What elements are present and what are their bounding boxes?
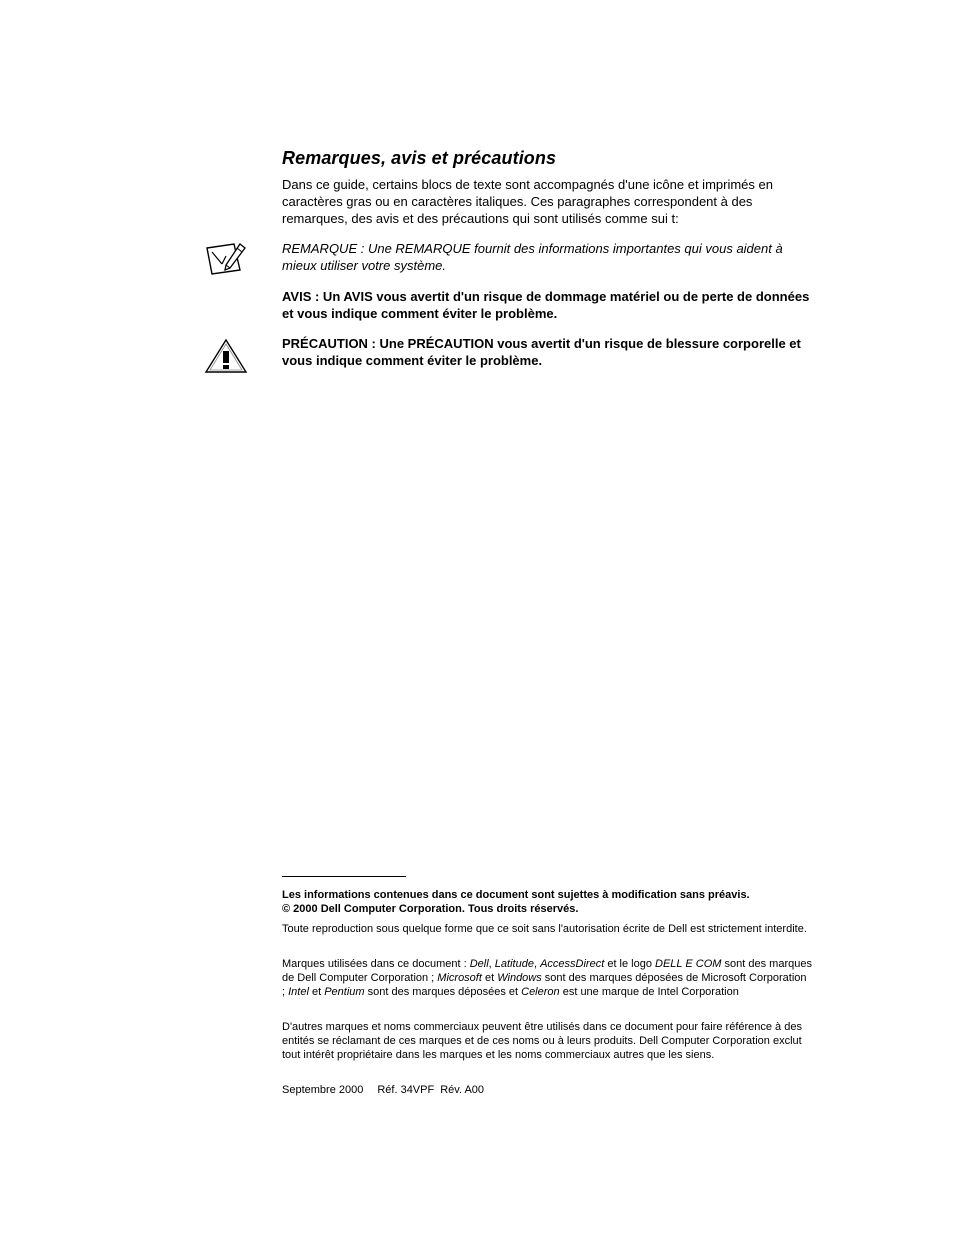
caution-triangle-icon bbox=[204, 338, 248, 374]
trademark-microsoft: Microsoft bbox=[437, 972, 482, 984]
trademark-text: sont des marques déposées de Microsoft Corporation ; bbox=[282, 972, 807, 998]
revision: Rév. A00 bbox=[440, 1084, 485, 1096]
trademark-text: et bbox=[308, 986, 325, 998]
trademark-pentium: Pentium bbox=[324, 986, 365, 998]
trademark-text: est une marque de Intel Corporation bbox=[559, 986, 739, 998]
trademark-intel: Intel bbox=[288, 986, 309, 998]
section-title: Remarques, avis et précautions bbox=[282, 148, 557, 168]
footnote-divider bbox=[282, 876, 406, 877]
notice-avis: AVIS : Un AVIS vous avertit d'un risque de dommage matériel ou de perte de données et vous indique comment éviter le problème. bbox=[282, 289, 810, 321]
reproduction-notice: Toute reproduction sous quelque forme que ce soit sans l'autorisation écrite de Dell est strictement interdite. bbox=[282, 923, 807, 935]
publication-date: Septembre 2000 bbox=[282, 1084, 364, 1096]
trademark-text: sont des marques de Dell Computer Corporation ; bbox=[282, 958, 812, 984]
trademark-text: , bbox=[533, 958, 541, 970]
intro-paragraph: Dans ce guide, certains blocs de texte sont accompagnés d'une icône et imprimés en caractères gras ou en caractères italiques. Ces paragraphes correspondent à des remarques, des avis et des précautions qui sont utilisés comme sui t: bbox=[282, 177, 773, 226]
legal-notice bbox=[282, 888, 812, 916]
other-trademarks-paragraph: D'autres marques et noms commerciaux peuvent être utilisés dans ce document pour faire référence à des entités se réclamant de ces marques et de ces noms ou à leurs produits. Dell Computer Corporation exclut tout intérêt propriétaire dans les marques et les noms commerciaux autres que les siens. bbox=[282, 1021, 802, 1061]
trademark-dell-e-com: DELL E COM bbox=[655, 958, 722, 970]
publication-info bbox=[282, 1083, 812, 1097]
caution-precaution: PRÉCAUTION : Une PRÉCAUTION vous avertit d'un risque de blessure corporelle et vous indique comment éviter le problème. bbox=[282, 336, 801, 368]
part-number: Réf. 34VPF bbox=[377, 1084, 435, 1096]
trademark-text: Marques utilisées dans ce document : bbox=[282, 958, 470, 970]
legal-line-change-notice: Les informations contenues dans ce document sont sujettes à modification sans préavis. bbox=[282, 889, 750, 901]
trademark-accessdirect: AccessDirect bbox=[540, 958, 605, 970]
trademarks-paragraph bbox=[282, 957, 812, 999]
legal-line-copyright: © 2000 Dell Computer Corporation. Tous droits réservés. bbox=[282, 903, 579, 915]
trademark-text: et le logo bbox=[604, 958, 656, 970]
note-pencil-icon bbox=[204, 240, 246, 278]
trademark-celeron: Celeron bbox=[521, 986, 560, 998]
trademark-windows: Windows bbox=[497, 972, 542, 984]
trademark-text: , bbox=[488, 958, 495, 970]
trademark-text: et bbox=[481, 972, 498, 984]
trademark-latitude: Latitude bbox=[494, 958, 534, 970]
trademark-text: sont des marques déposées et bbox=[364, 986, 522, 998]
note-remarque: REMARQUE : Une REMARQUE fournit des informations importantes qui vous aident à mieux utiliser votre système. bbox=[282, 241, 783, 273]
trademark-dell: Dell bbox=[469, 958, 489, 970]
